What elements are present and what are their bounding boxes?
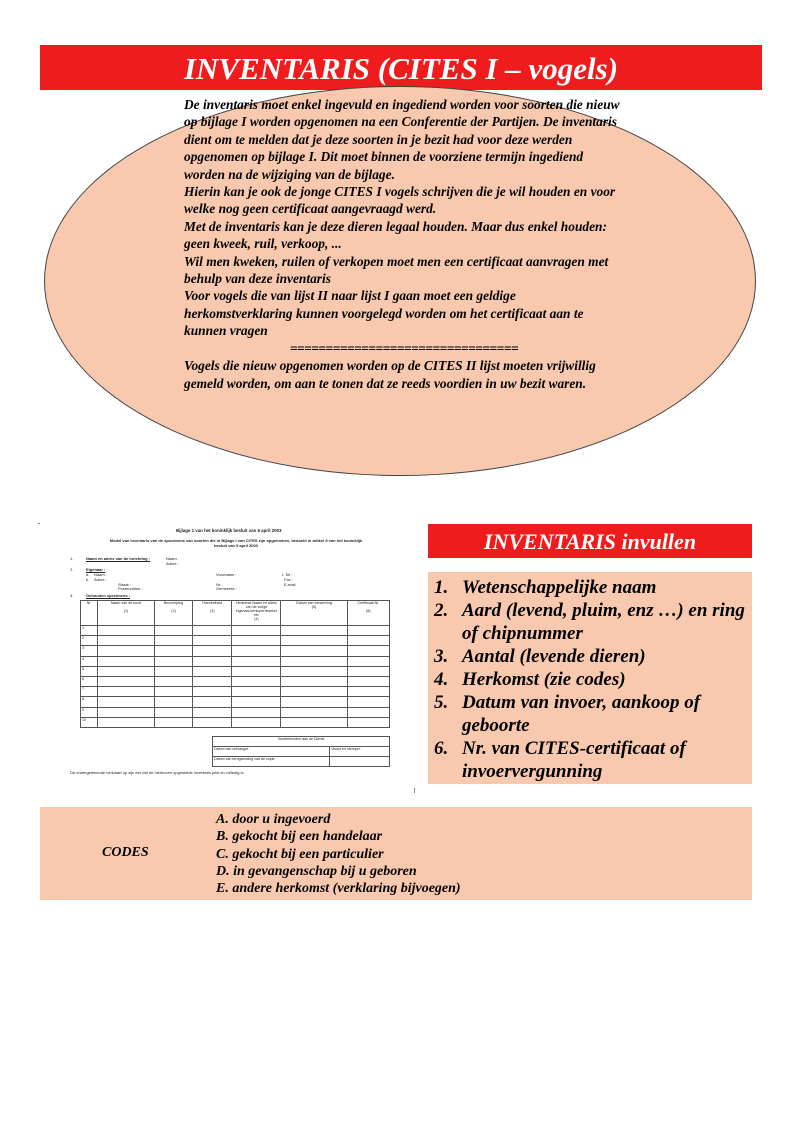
form-item-num: 3. xyxy=(70,593,74,598)
form-subheading: Model van inventaris van de specimens van soorten die in Bijlage I van CITES zijn opgenomen, bedoeld in artikel 5 van het koninklijk besluit van 9 april 2003 xyxy=(109,538,363,548)
form-field-label: Nr. : xyxy=(216,582,224,587)
service-field: Visum en stempel : xyxy=(330,747,390,757)
list-item: 2. Aard (levend, pluim, enz …) en ring of chipnummer xyxy=(434,600,745,644)
table-row: 9 xyxy=(81,707,390,717)
invullen-list-box xyxy=(428,572,752,784)
form-heading: Bijlage 1 van het koninklijk besluit van 9 april 2003 xyxy=(176,528,282,533)
codes-list xyxy=(216,811,461,897)
table-header: Naam van de soort (1) xyxy=(98,601,155,626)
form-field-label: L Tel : xyxy=(282,572,293,577)
intro-paragraph: Wil men kweken, ruilen of verkopen moet men een certificaat aanvragen met behulp van deze inventaris xyxy=(184,253,609,287)
table-header: Beschrijving (2) xyxy=(155,601,193,626)
intro-paragraph: De inventaris moet enkel ingevuld en ingediend worden voor soorten die nieuw op bijlage I worden opgenomen na een Conferentie der Partijen. De inventaris dient om te melden dat je deze soorten in je bezit had voor deze werden opgenomen op bijlage I. Dit moet binnen de voorziene termijn ingediend worden na de wijziging van de bijlage. xyxy=(184,97,620,182)
table-row: 10 xyxy=(81,717,390,727)
table-row: 7 xyxy=(81,687,390,697)
list-item: 1. Wetenschappelijke naam xyxy=(434,577,657,598)
form-field-label: Fax : xyxy=(284,577,293,582)
form-field-label: Voornaam : xyxy=(216,572,237,577)
intro-text xyxy=(184,96,624,392)
intro-paragraph: Hierin kan je ook de jonge CITES I vogels schrijven die je wil houden en voor welke nog geen certificaat aangevraagd werd. xyxy=(184,184,616,217)
service-table xyxy=(212,736,390,767)
service-field: Datum van terugzending van de copie : xyxy=(213,757,330,767)
table-row: 6 xyxy=(81,676,390,686)
table-header: Herkomst Naam en adres van de vorige eigenaar/verkoper/kweker etc (4) xyxy=(232,601,281,626)
list-item: 4. Herkomst (zie codes) xyxy=(434,669,626,690)
codes-label: CODES xyxy=(102,845,149,860)
table-row: 8 xyxy=(81,697,390,707)
table-row: 5 xyxy=(81,666,390,676)
table-header: Certificaat Nr. (6) xyxy=(347,601,389,626)
intro-paragraph: Voor vogels die van lijst II naar lijst I gaan moet een geldige herkomstverklaring kunnen voorgelegd worden om het certificaat aan te kunnen vragen xyxy=(184,288,584,339)
invullen-title: INVENTARIS invullen xyxy=(428,524,752,558)
form-field-label: a. xyxy=(86,572,90,577)
form-field-label: Naam : xyxy=(94,572,107,577)
form-field-label: Naam : xyxy=(166,556,179,561)
code-item: D. in gevangenschap bij u geboren xyxy=(216,863,417,879)
code-item: A. door u ingevoerd xyxy=(216,812,331,827)
service-field: Datum van ontvangst : xyxy=(213,747,330,757)
list-item: 5. Datum van invoer, aankoop of geboorte xyxy=(434,692,701,736)
form-field-label: Adres : xyxy=(166,561,179,566)
table-header: Nr. xyxy=(81,601,98,626)
list-item: 6. Nr. van CITES-certificaat of invoervergunning xyxy=(434,738,686,782)
code-item: B. gekocht bij een handelaar xyxy=(216,829,383,845)
inventory-form-image xyxy=(66,522,402,792)
specimens-table xyxy=(80,600,390,728)
scan-mark xyxy=(414,788,415,793)
invullen-list xyxy=(434,576,750,783)
table-row: 3 xyxy=(81,646,390,656)
service-label: Voorbehouden aan de Dienst xyxy=(213,737,390,747)
scan-mark xyxy=(38,523,40,524)
form-field-label: Adres : xyxy=(94,577,107,582)
page-title: INVENTARIS (CITES I – vogels) xyxy=(40,45,762,90)
table-row: 2 xyxy=(81,636,390,646)
form-field-label: Straat : xyxy=(118,582,131,587)
intro-paragraph: Met de inventaris kan je deze dieren legaal houden. Maar dus enkel houden: geen kweek, ruil, verkoop, ... xyxy=(184,218,607,252)
table-row: 1 xyxy=(81,626,390,636)
code-item: C. gekocht bij een particulier xyxy=(216,846,384,862)
table-header: Hoeveelheid (3) xyxy=(193,601,232,626)
separator-line: ================================ xyxy=(289,340,519,356)
form-field-label: E-mail: xyxy=(284,582,297,587)
form-footer: De ondergetekende verklaart op zijn eer dat de hierboven opgestelde inventaris juist en volledig is. xyxy=(70,770,245,775)
table-row: 4 xyxy=(81,656,390,666)
form-field-label: Postnummer : xyxy=(118,586,143,591)
form-item-num: 2. xyxy=(70,567,74,572)
form-item-label: Naam en adres van de inrichting : xyxy=(86,556,151,561)
form-item-label: Eigenaar : xyxy=(86,567,106,572)
form-field-label: b. xyxy=(86,577,90,582)
form-item-label: Gehouden specimens : xyxy=(86,593,131,598)
list-item: 3. Aantal (levende dieren) xyxy=(434,646,646,667)
codes-box xyxy=(40,807,752,900)
intro-paragraph: Vogels die nieuw opgenomen worden op de CITES II lijst moeten vrijwillig gemeld worden, om aan te tonen dat ze reeds voordien in uw bezit waren. xyxy=(184,358,596,391)
form-field-label: Gemeente : xyxy=(216,586,237,591)
table-header: Datum van verwerving (5) xyxy=(281,601,347,626)
code-item: E. andere herkomst (verklaring bijvoegen) xyxy=(216,881,461,897)
form-item-num: 1. xyxy=(70,556,74,561)
